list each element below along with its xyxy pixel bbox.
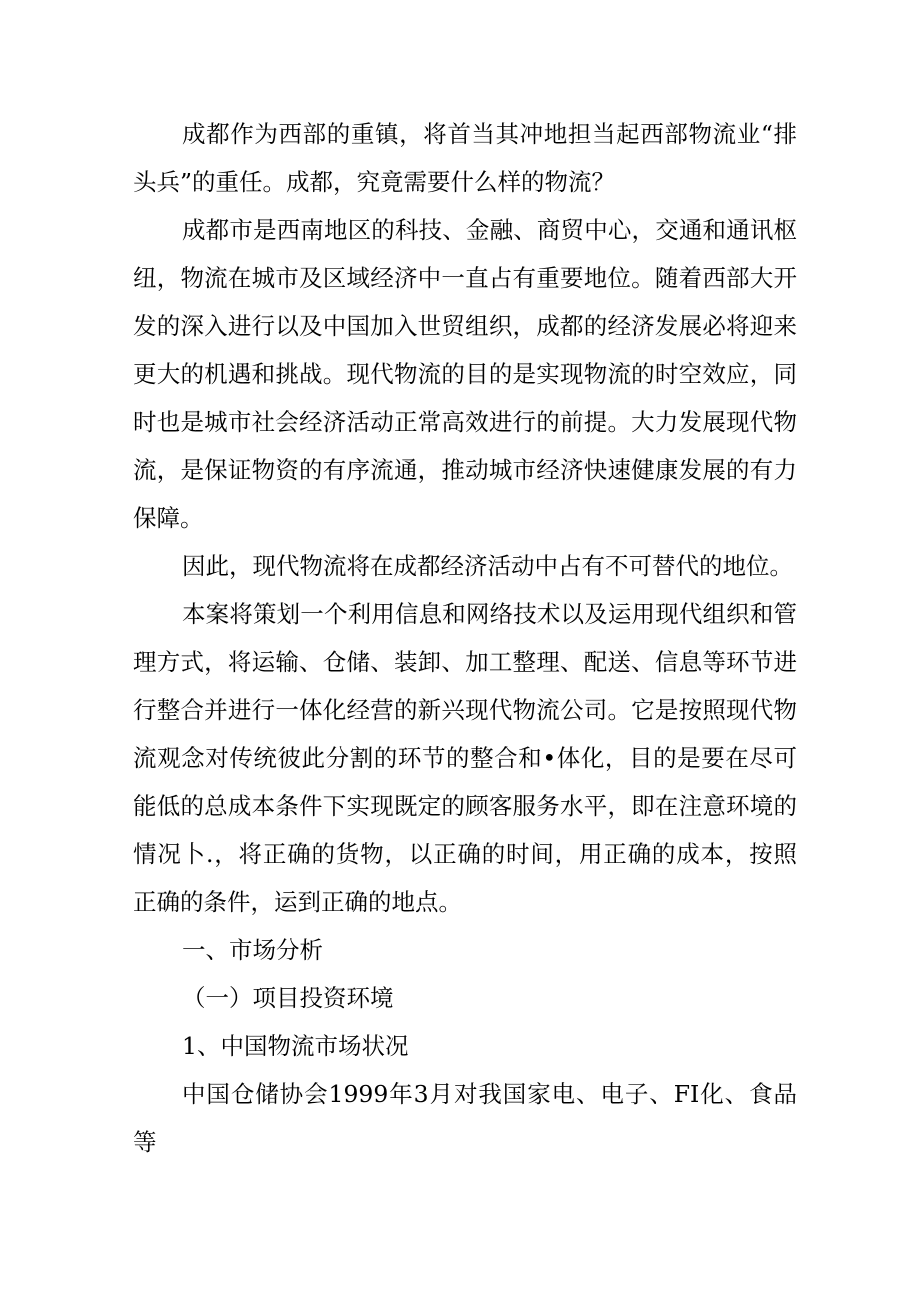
paragraph-survey: 中国仓储协会1999年3月对我国家电、电子、FI化、食品等 <box>133 1080 797 1156</box>
paragraph-proposal: 本案将策划一个利用信息和网络技术以及运用现代组织和管理方式，将运输、仓储、装卸、加工整理、配送、信息等环节进行整合并进行一体化经营的新兴现代物流公司。它是按照现代物流观念对传统彼此分割的环节的整合和•体化，目的是要在尽可能低的总成本条件下实现既定的顾客服务水平，即在注意环境的情况卜.，将正确的货物，以正确的时间，用正确的成本，按照正确的条件，运到正确的地点。 <box>133 600 797 916</box>
paragraph-conclusion: 因此，现代物流将在成都经济活动中占有不可替代的地位。 <box>182 552 793 580</box>
paragraph-intro: 成都作为西部的重镇，将首当其冲地担当起西部物流业“排头兵”的重任。成都，究竟需要什么样的物流？ <box>133 120 797 196</box>
paragraph-chengdu-role: 成都市是西南地区的科技、金融、商贸中心，交通和通讯枢纽，物流在城市及区域经济中一直占有重要地位。随着西部大开发的深入进行以及中国加入世贸组织，成都的经济发展必将迎来更大的机遇和挑战。现代物流的目的是实现物流的时空效应，同时也是城市社会经济活动正常高效进行的前提。大力发展现代物流，是保证物资的有序流通，推动城市经济快速健康发展的有力保障。 <box>133 216 797 532</box>
document-body <box>133 110 797 1166</box>
subsubsection-heading-china-logistics: 1、中国物流市场状况 <box>182 1032 409 1060</box>
section-heading-market-analysis: 一、市场分析 <box>182 936 323 964</box>
subsection-heading-investment-environment: （一）项目投资环境 <box>182 984 394 1012</box>
